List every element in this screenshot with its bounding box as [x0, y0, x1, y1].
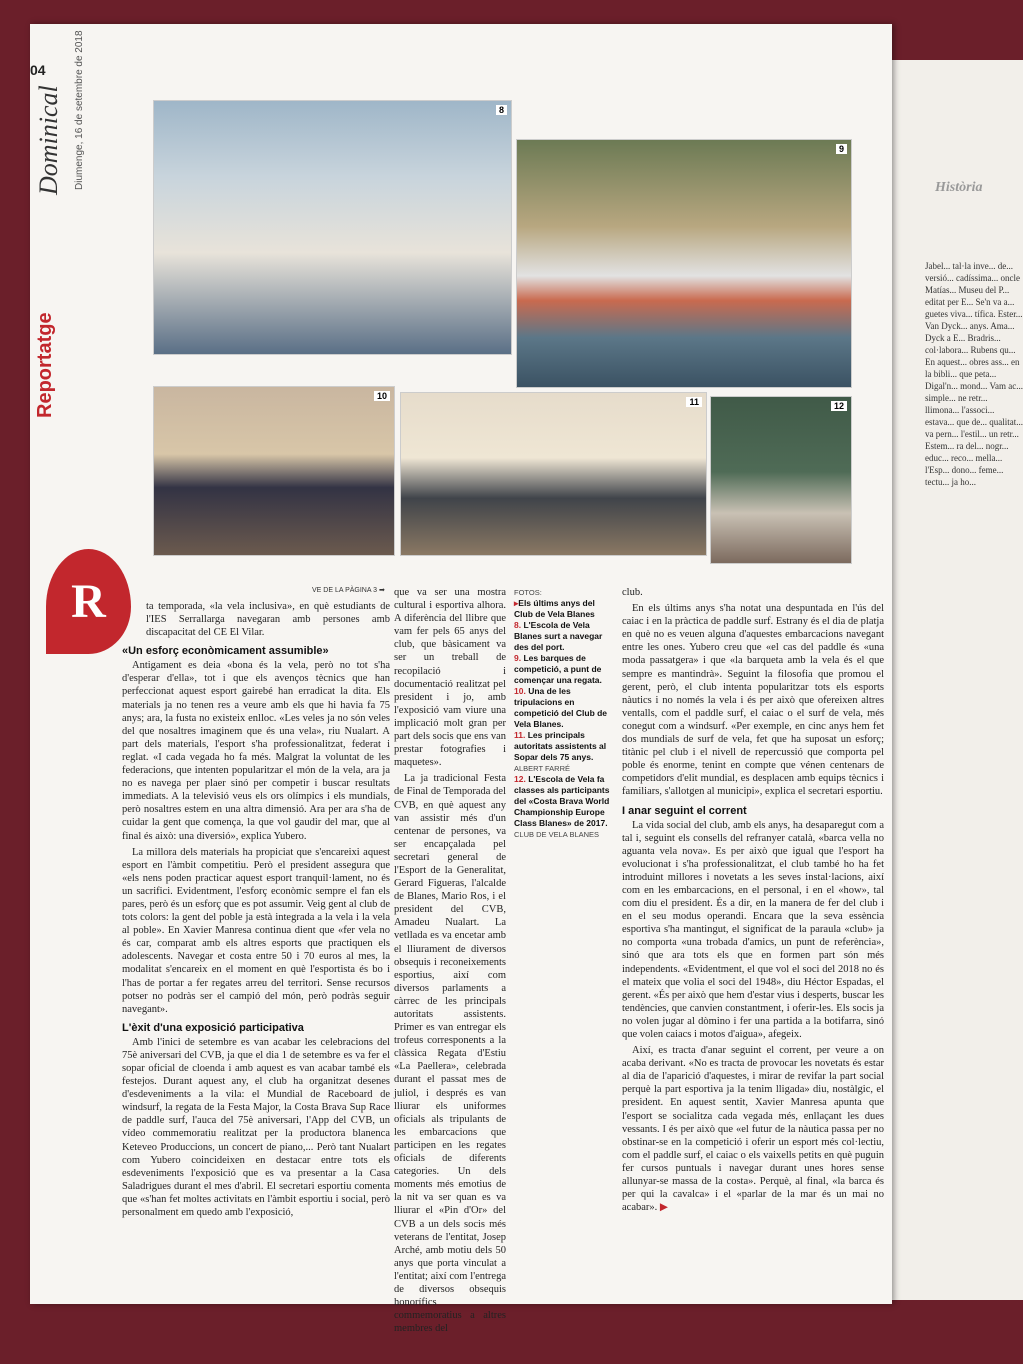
caption-item	[514, 598, 614, 620]
photo-crew	[153, 386, 395, 556]
paragraph: que va ser una mostra cultural i esportiva alhora. A diferència del llibre que vam fer pels 65 anys del club, que bàsicament va ser un treball de recopilació i documentació realitzat pel president i jo, amb l'exposició vam viure una implicació molt gran per part dels socis que ens van prestar fotografies i maquetes».	[394, 587, 506, 769]
paragraph: ta temporada, «la vela inclusiva», en què estudiants de l'IES Serrallarga navegaran amb persones amb discapacitat del CE El Vilar.	[146, 601, 390, 639]
photo-authorities	[400, 392, 707, 556]
paragraph-text: Així, es tracta d'anar seguint el corrent, per veure a on acaba derivant. «No es tracta de provocar les novetats és estar al dia de l'aparició d'aquestes, i mirar de revifar la part social perquè la part esportiva ja la tenim lligada» diu, nostàlgic, el president. En aquest sentit, Xavier Manresa apunta que l'esport se socialitza cada vegada més, enllaçant les dues vessants. I és per això que «el futur de la nàutica passa per no obstinar-se en la competició i oferir un esport més col·lectiu, com el paddle surf, el caiac o els vaixells petits en què puguin fer cursos puntuals i navegar durant unes hores sense allunyar-se massa de la costa». Perquè, al final, «la barca és per qui la cavalca» i el «parlar de la mar és un mai no acabar».	[622, 1045, 884, 1214]
photo-credit: CLUB DE VELA BLANES	[514, 830, 600, 839]
subheading: «Un esforç econòmicament assumible»	[122, 645, 329, 658]
paragraph: Amb l'inici de setembre es van acabar les celebracions del 75è aniversari del CVB, ja que el dia 1 de setembre es va fer el sopar oficial de cloenda i amb aquest es van acabar també els festejos. Durant aquest any, el club ha organitzat desenes d'esdeveniments a la vila: el Mundial de Raceboard de windsurf, la regata de la Festa Major, la Costa Brava Sup Race de paddle surf, l'auca del 75è aniversari, l'App del CVB, un vídeo commemoratiu realitzat per la productora blanenca Keteveo Produccions, un concert de piano,... Però tant Nualart com Yubero coincideixen en destacar entre tots els esdeveniments l'exposició que es va presentar a la Casa Saladrigues durant el mes d'abril. El secretari esportiu comenta que «s'han fet moltes activitats en l'àmbit esportiu i social, però personalment em quedo amb l'exposició,	[122, 1036, 390, 1219]
article-column-4	[622, 586, 884, 1217]
caption-item	[514, 730, 614, 774]
subheading: I anar seguint el corrent	[622, 804, 747, 817]
right-page-text: Jabel... tal·la inve... de... versió... cadíssima... oncle Matías... Museu del P... editat per E... Se'n va a... guetes viva... tífica. Ester... Van Dyck... anys. Ama... Dyck a E... Bradris... col·labora... Rubens qu... En aquest... obres ass... en la bibli... que peta... Digal'n... mond... Vam ac... simple... ne retr... llimona... l'associ... estava... que de... qualitat... va pern... l'estil... un retr... Estem... ra del... nogr... educ... reco... mella... l'Esp... dono... feme... tectu... ja ho...	[925, 261, 1023, 487]
photo-class	[710, 396, 852, 564]
caption-item	[514, 653, 614, 686]
caption-text: Una de les tripulacions en competició del Club de Vela Blanes.	[514, 686, 608, 729]
photo-number: 8	[496, 105, 507, 115]
paragraph: club.	[622, 587, 643, 598]
caption-item	[514, 686, 614, 730]
publication-date: Diumenge, 16 de setembre de 2018	[74, 30, 85, 190]
drop-cap: R	[46, 549, 131, 654]
caption-item	[514, 774, 614, 829]
paragraph	[622, 1044, 884, 1214]
photo-credit: ALBERT FARRÉ	[514, 764, 570, 773]
caption-text: L'Escola de Vela Blanes surt a navegar des del port.	[514, 620, 603, 652]
paragraph: La millora dels materials ha propiciat que s'encareixi aquest esport en l'àmbit competitiu. Però el president assegura que «els nens poden practicar aquest esport tranquil·lament, no és un sacrifici. Evidentment, l'esforç econòmic sempre el fan els pares, però és un esforç que es pot assumir. Veig gent al club de tots colors: la gent del poble ja està integrada a la vela i la vela al poble». En Xavier Manresa continua dient que «fer vela no és car, comparat amb els altres esports que practiquen els adolescents. Navegar et costa entre 50 i 70 euros al mes, la modalitat s'encareix en el moment en què l'esportista és bo i l'has de portar a fer regates arreu del territori. Sense recursos potser no podràs ser el campió del món, però podràs seguir navegant».	[122, 846, 390, 1015]
right-page-title: Història	[935, 180, 983, 195]
caption-number: 10.	[514, 686, 526, 696]
caption-text: L'Escola de Vela fa classes als participants del «Costa Brava World Championship Europe Class Blanes» de 2017.	[514, 774, 610, 828]
caption-number: 8.	[514, 620, 522, 630]
paragraph: Antigament es deia «bona és la vela, però no tot s'ha d'esperar d'ella», tot i que els avenços tècnics que han perfeccionat aquest esport gairebé han erradicat la dita. Els materials ja no tenen res a veure amb els que hi havia fa 75 anys; ara, la fusta no existeix enlloc. «Les veles ja no són veles del que nosaltres imaginem que és una vela», riu Nualart. A part dels materials, l'esport s'ha professionalitzat, federat i reglat. «I cada vegada ho fa més. Malgrat la voluntat de les federacions, que intenten popularitzar el món de la vela, ara ja no es navega per plaer sinó per competir i buscar resultats immediats. A la televisió veus els ors olímpics i els mundials, però nosaltres estem en una altra dimensió. Ara per ara s'ha de cuidar la gent que comença, la que vol gaudir del mar, que al final és això: una diversió», explica Yubero.	[122, 660, 390, 842]
caption-number: 9.	[514, 653, 522, 663]
paragraph: En els últims anys s'ha notat una despuntada en l'ús del caiac i en la pràctica de paddle surf. Estrany és el dia de platja en què no es veuen alguna d'aquestes embarcacions navegant entre les ones. Yubero creu que «el cas del paddle és «una moda passatgera» i que «la barqueta amb la vela és el que sempre es mantindrà». Seguint la filosofia que promou el gerent, però, el club intenta popularitzar tots els esports nàutics i no només la vela i és per això que ofereixen altres ventalls, com el paddle surf, el caiac o el surf de vela, més conegut com a windsurf. «Per exemple, en cinc anys hem fet dos mundials de surf de vela, fet que ha suposat un esforç; titànic pel club i el nivell de repercussió que comporta pel poble és enorme, tenint en compte que vénen centenars de competidors d'elit mundial, es desplacen amb equips tècnics i familiars, s'allotgen al municipi», explica el secretari esportiu.	[622, 603, 884, 798]
photo-number: 12	[831, 401, 847, 411]
page-number: 04	[30, 62, 46, 78]
photo-school-boats	[153, 100, 512, 355]
caption-text: Les principals autoritats assistents al Sopar dels 75 anys.	[514, 730, 607, 762]
caption-number: 12.	[514, 774, 526, 784]
section-label: Reportatge	[34, 312, 56, 418]
photo-number: 11	[686, 397, 702, 407]
arrow-icon: ➡	[378, 587, 385, 594]
paragraph: La vida social del club, amb els anys, ha desaparegut com a tal i, seguint els consells del refranyer català, «barca vella no aguanta vela nova». Es per això que igual que l'esport ha evolucionat i s'ha professionalitzat, el club també ho ha fet introduint millores i novetats a les seves instal·lacions, així com en les embarcacions, en el personal, i en el «how», tal com diu el president. És a dir, en la manera de fer del club i en el seu modus operandi. Encara que la seva essència esportiva s'ha mantingut, el significat de la paraula «club» ja no comporta «una trobada d'amics, un punt de referència», sinó que ara tots els que en formen part són més independents. «Evidentment, el que vol el soci del 2018 no és el mateix que volia el soci del 1948», diu Héctor Espadas, el gerent. «És per això que hem d'estar vius i desperts, buscar les tendències, que canvien constantment, i oferir-les. Els socis ja no volen jugar al dòmino i fer una partida a la botifarra, sinó que volen caiacs i motos d'aigua», afegeix.	[622, 819, 884, 1040]
publication-name: Dominical	[34, 85, 63, 195]
photo-number: 9	[836, 144, 847, 154]
caption-text: Els últims anys del Club de Vela Blanes	[514, 598, 595, 619]
caption-text: Les barques de competició, a punt de començar una regata.	[514, 653, 602, 685]
continuation-text: VE DE LA PÀGINA 3	[312, 587, 377, 594]
subheading: L'èxit d'una exposició participativa	[122, 1021, 304, 1034]
photo-regatta-boats	[516, 139, 852, 388]
caption-arrow-icon: ▸	[514, 598, 519, 608]
paragraph: La ja tradicional Festa de Final de Temporada del CVB, en què aquest any van assistir més d'un centenar de persones, va ser encapçalada pel secretari general de l'Esport de la Generalitat, Gerard Figueras, l'alcalde de Blanes, Mario Ros, i el president del CVB, Amadeu Nualart. La vetllada es va encetar amb el lliurament de diversos obsequis i reconeixements esportius, així com diversos parlaments a càrrec de les principals autoritats assistents. Primer es van entregar els trofeus corresponents a la clàssica Regata d'Estiu «La Paellera», celebrada durant el passat mes de juliol, i després es van lliurar els uniformes oficials als tripulants de les embarcacions que participen en les regates oficials de diferents categories. Un dels moments més emotius de la nit va ser quan es va lliurar el «Pin d'Or» del CVB a un dels socis més veterans de l'entitat, Josep Arché, amb motiu dels 50 anys que porta vinculat a l'entitat; així com l'entrega de diversos obsequis honorífics commemoratius a altres membres del	[394, 773, 506, 1335]
caption-item	[514, 620, 614, 653]
photo-captions	[514, 587, 614, 840]
article-column-1	[122, 600, 390, 1222]
caption-number: 11.	[514, 730, 526, 740]
end-mark-icon: ▶	[659, 1202, 668, 1214]
continuation-note	[312, 586, 385, 594]
article-column-2	[394, 586, 506, 1338]
photo-number: 10	[374, 391, 390, 401]
captions-heading: FOTOS:	[514, 588, 542, 597]
